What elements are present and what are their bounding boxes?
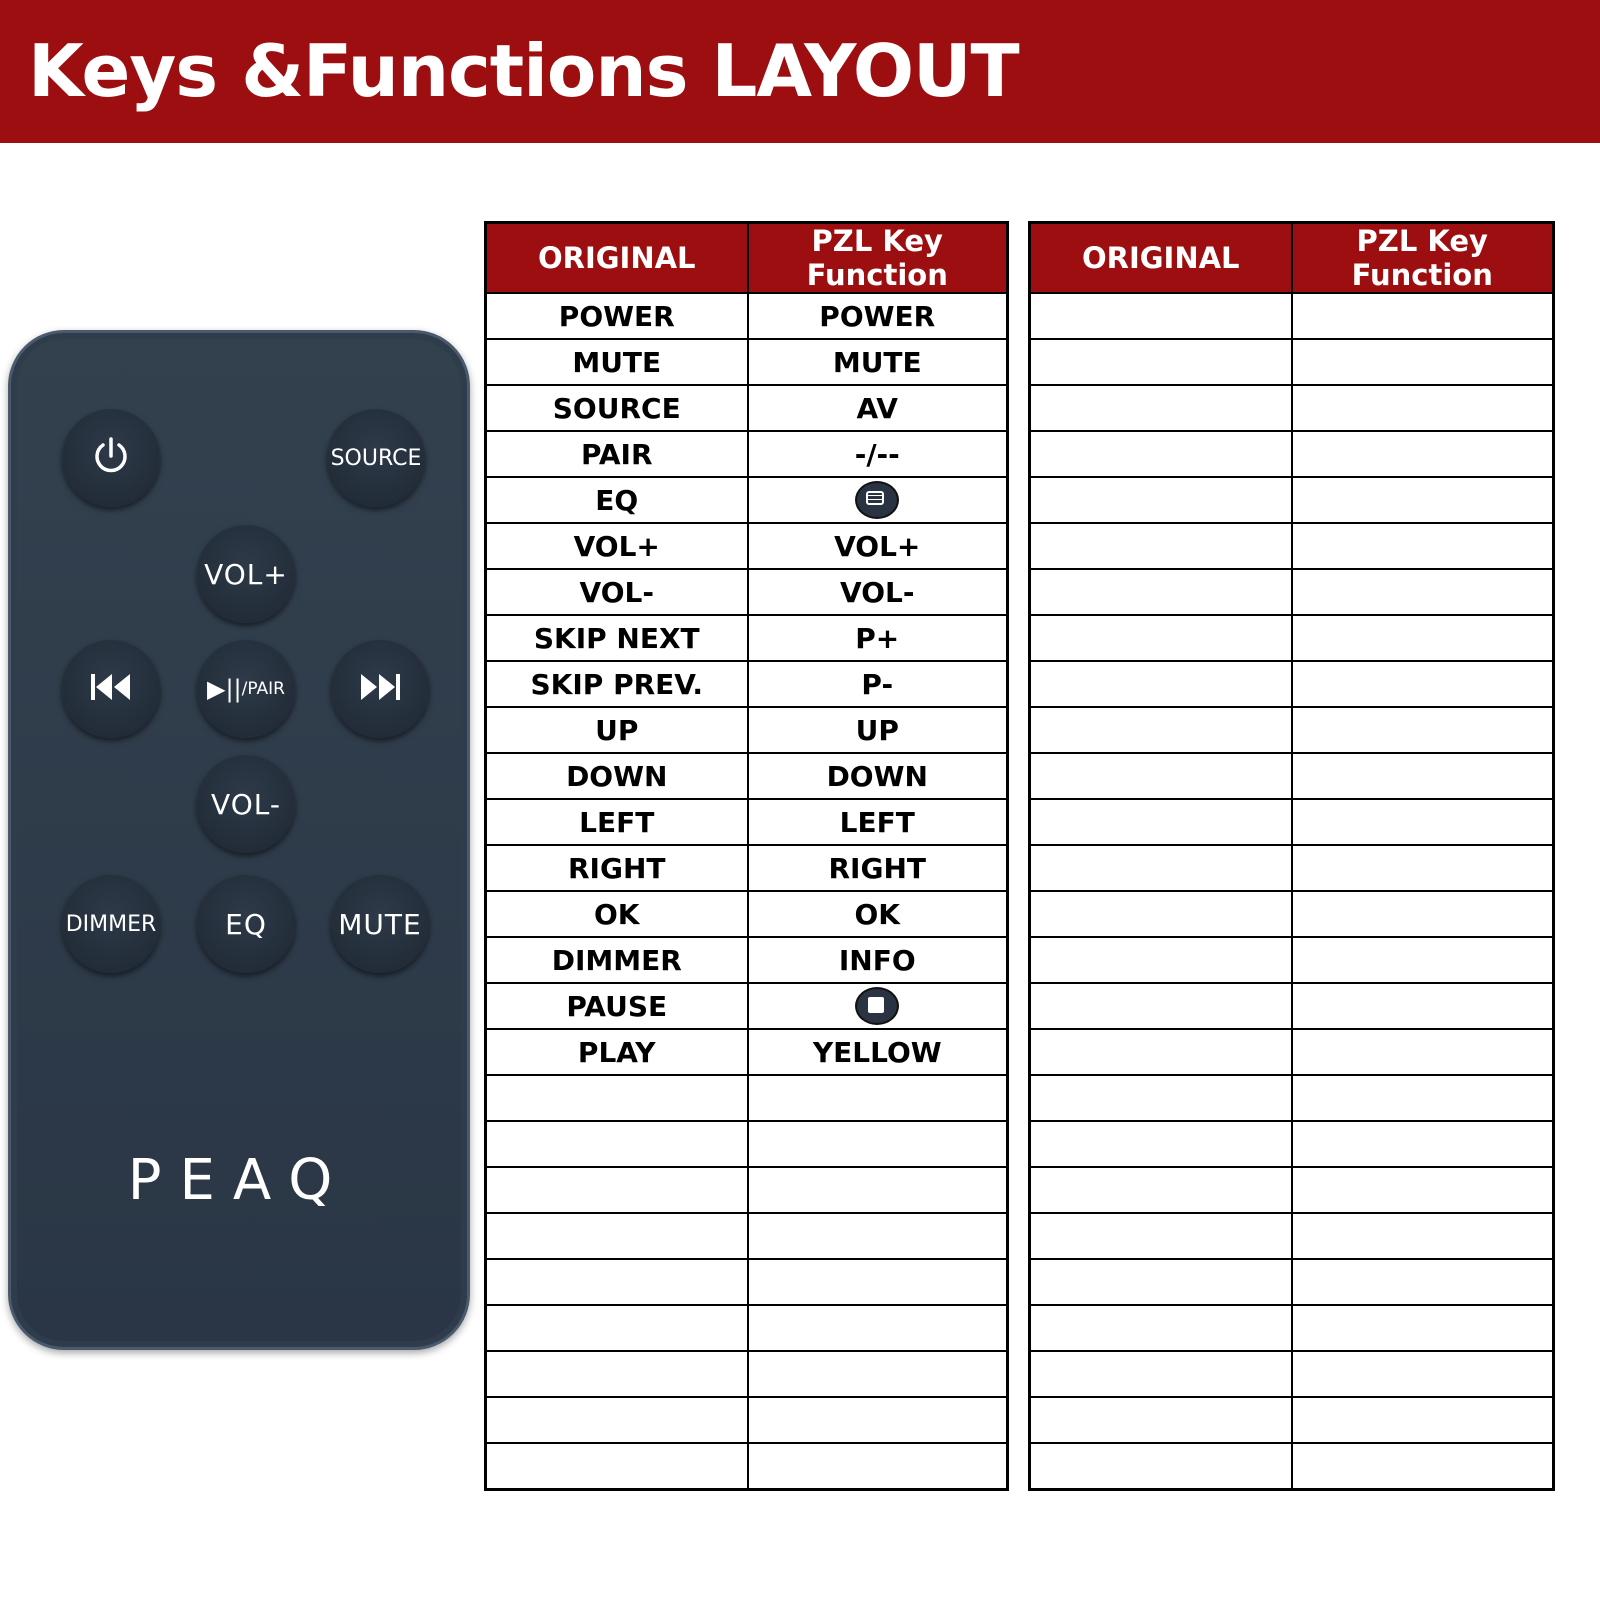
mute-label: MUTE [338,907,422,941]
table-row [1030,937,1554,983]
original-key-cell: MUTE [486,339,748,385]
original-key-cell: POWER [486,293,748,339]
pzl-function-cell [748,1075,1008,1121]
table-row [1030,477,1554,523]
table-row [486,1121,1008,1167]
table-row [486,891,1008,937]
original-key-cell: SKIP PREV. [486,661,748,707]
table-row [486,661,1008,707]
eq-button[interactable] [197,875,295,973]
pzl-function-cell [748,477,1008,523]
original-key-cell [1030,1351,1292,1397]
table-row [1030,661,1554,707]
pzl-function-cell: MUTE [748,339,1008,385]
original-key-cell [1030,799,1292,845]
table-row [1030,1029,1554,1075]
original-key-cell [1030,1213,1292,1259]
table-row [486,431,1008,477]
pzl-function-cell [1292,1029,1554,1075]
original-key-cell [1030,339,1292,385]
pzl-function-cell: -/-- [748,431,1008,477]
pzl-function-cell [1292,1213,1554,1259]
original-key-cell: OK [486,891,748,937]
pzl-function-cell [1292,661,1554,707]
pzl-function-cell [1292,1075,1554,1121]
vol-up-label: VOL+ [204,557,288,591]
pzl-function-cell: P- [748,661,1008,707]
table-row [486,1075,1008,1121]
table-row [486,845,1008,891]
table-row [486,339,1008,385]
original-key-cell [486,1259,748,1305]
header-pzl-key-function: PZL Key Function [748,223,1008,294]
original-key-cell [1030,385,1292,431]
original-key-cell [1030,661,1292,707]
pzl-function-cell: INFO [748,937,1008,983]
header-original: ORIGINAL [1030,223,1292,294]
dimmer-label: DIMMER [65,911,157,937]
pzl-function-cell [1292,753,1554,799]
pzl-function-cell [1292,523,1554,569]
skip-previous-icon [88,672,134,706]
pzl-function-cell [1292,983,1554,1029]
original-key-cell: DOWN [486,753,748,799]
pzl-function-cell [1292,477,1554,523]
table-row [1030,707,1554,753]
table-row [1030,293,1554,339]
original-key-cell [1030,1167,1292,1213]
original-key-cell [486,1397,748,1443]
table-row [486,753,1008,799]
table-row [1030,845,1554,891]
pzl-function-cell [1292,1397,1554,1443]
page-header [0,0,1600,143]
pzl-function-cell: RIGHT [748,845,1008,891]
table-row [486,293,1008,339]
pzl-function-cell [1292,1121,1554,1167]
original-key-cell [1030,1443,1292,1489]
table-row [486,1397,1008,1443]
table-row [486,385,1008,431]
source-button[interactable] [327,409,425,507]
pzl-function-cell [748,983,1008,1029]
table-row [1030,983,1554,1029]
original-key-cell [486,1351,748,1397]
pzl-function-cell [1292,1167,1554,1213]
dimmer-button[interactable] [62,875,160,973]
table-row [486,569,1008,615]
pzl-function-cell [748,1351,1008,1397]
original-key-cell [486,1213,748,1259]
original-key-cell: UP [486,707,748,753]
pzl-function-cell [748,1167,1008,1213]
vol-down-label: VOL- [211,787,281,821]
table-row [486,477,1008,523]
table-row [1030,339,1554,385]
table-row [486,1259,1008,1305]
pzl-function-cell [748,1213,1008,1259]
key-mapping-table [484,221,1009,1491]
pzl-function-cell [1292,937,1554,983]
pzl-function-cell: YELLOW [748,1029,1008,1075]
original-key-cell [1030,1029,1292,1075]
menu-key-icon [855,481,899,519]
vol-down-button[interactable] [197,755,295,853]
pzl-function-cell [1292,293,1554,339]
original-key-cell [1030,1121,1292,1167]
original-key-cell [1030,1397,1292,1443]
original-key-cell [486,1167,748,1213]
original-key-cell [486,1305,748,1351]
original-key-cell: DIMMER [486,937,748,983]
pzl-function-cell [748,1397,1008,1443]
original-key-cell [1030,845,1292,891]
pzl-function-cell: DOWN [748,753,1008,799]
table-row [1030,1213,1554,1259]
original-key-cell [1030,615,1292,661]
header-original: ORIGINAL [486,223,748,294]
table-header-row [486,223,1008,294]
pzl-function-cell [1292,431,1554,477]
source-label: SOURCE [330,445,422,471]
pzl-function-cell [1292,707,1554,753]
table-row [486,707,1008,753]
table-row [1030,569,1554,615]
pzl-function-cell: VOL- [748,569,1008,615]
blank-mapping-table [1028,221,1555,1491]
original-key-cell [1030,477,1292,523]
pzl-function-cell: OK [748,891,1008,937]
pzl-function-cell: LEFT [748,799,1008,845]
pzl-function-cell [1292,569,1554,615]
pzl-function-cell [748,1443,1008,1489]
pzl-function-cell [748,1259,1008,1305]
vol-up-button[interactable] [197,525,295,623]
play-pause-pair-button[interactable] [197,640,295,738]
header-pzl-key-function: PZL Key Function [1292,223,1554,294]
stop-key-icon [855,987,899,1025]
table-row [486,1029,1008,1075]
original-key-cell [1030,431,1292,477]
play-pause-icon: ▶|| [207,675,242,703]
pzl-function-cell [1292,891,1554,937]
remote-control [8,330,470,1350]
original-key-cell [1030,569,1292,615]
pzl-function-cell: AV [748,385,1008,431]
mute-button[interactable] [331,875,429,973]
pzl-function-cell: UP [748,707,1008,753]
pzl-function-cell: POWER [748,293,1008,339]
pzl-function-cell: VOL+ [748,523,1008,569]
original-key-cell: LEFT [486,799,748,845]
original-key-cell [486,1121,748,1167]
original-key-cell [1030,1075,1292,1121]
table-row [1030,1259,1554,1305]
table-row [486,615,1008,661]
original-key-cell: SKIP NEXT [486,615,748,661]
pzl-function-cell [1292,1351,1554,1397]
next-button[interactable] [331,640,429,738]
table-row [1030,891,1554,937]
pzl-function-cell: P+ [748,615,1008,661]
original-key-cell: RIGHT [486,845,748,891]
table-header-row [1030,223,1554,294]
pzl-function-cell [1292,1443,1554,1489]
table-row [486,1167,1008,1213]
table-row [1030,431,1554,477]
table-row [1030,799,1554,845]
original-key-cell: VOL+ [486,523,748,569]
pzl-function-cell [1292,615,1554,661]
original-key-cell [486,1443,748,1489]
original-key-cell: PAIR [486,431,748,477]
table-row [486,1443,1008,1489]
table-row [486,937,1008,983]
original-key-cell: PLAY [486,1029,748,1075]
page-title: Keys &Functions LAYOUT [28,29,1019,113]
original-key-cell [1030,937,1292,983]
table-row [1030,1397,1554,1443]
table-row [486,1351,1008,1397]
skip-next-icon [357,672,403,706]
pzl-function-cell [1292,1259,1554,1305]
original-key-cell [486,1075,748,1121]
original-key-cell [1030,1305,1292,1351]
table-row [1030,1121,1554,1167]
table-row [486,1213,1008,1259]
table-row [1030,753,1554,799]
pair-label: /PAIR [241,679,285,699]
table-row [1030,1075,1554,1121]
power-icon [89,434,133,482]
table-row [486,983,1008,1029]
prev-button[interactable] [62,640,160,738]
pzl-function-cell [1292,385,1554,431]
pzl-function-cell [748,1121,1008,1167]
original-key-cell [1030,753,1292,799]
table-row [486,523,1008,569]
pzl-function-cell [1292,845,1554,891]
pzl-function-cell [1292,799,1554,845]
original-key-cell: SOURCE [486,385,748,431]
table-row [1030,615,1554,661]
brand-logo: PEAQ [127,1148,351,1213]
table-row [1030,1167,1554,1213]
table-row [1030,1351,1554,1397]
table-row [1030,523,1554,569]
table-row [1030,1443,1554,1489]
pzl-function-cell [1292,339,1554,385]
original-key-cell [1030,891,1292,937]
pzl-function-cell [748,1305,1008,1351]
table-row [1030,1305,1554,1351]
pzl-function-cell [1292,1305,1554,1351]
original-key-cell [1030,523,1292,569]
original-key-cell [1030,707,1292,753]
table-row [486,799,1008,845]
original-key-cell: EQ [486,477,748,523]
table-row [1030,385,1554,431]
original-key-cell [1030,1259,1292,1305]
original-key-cell: VOL- [486,569,748,615]
eq-label: EQ [225,907,267,941]
table-row [486,1305,1008,1351]
original-key-cell [1030,293,1292,339]
original-key-cell: PAUSE [486,983,748,1029]
power-button[interactable] [62,409,160,507]
original-key-cell [1030,983,1292,1029]
